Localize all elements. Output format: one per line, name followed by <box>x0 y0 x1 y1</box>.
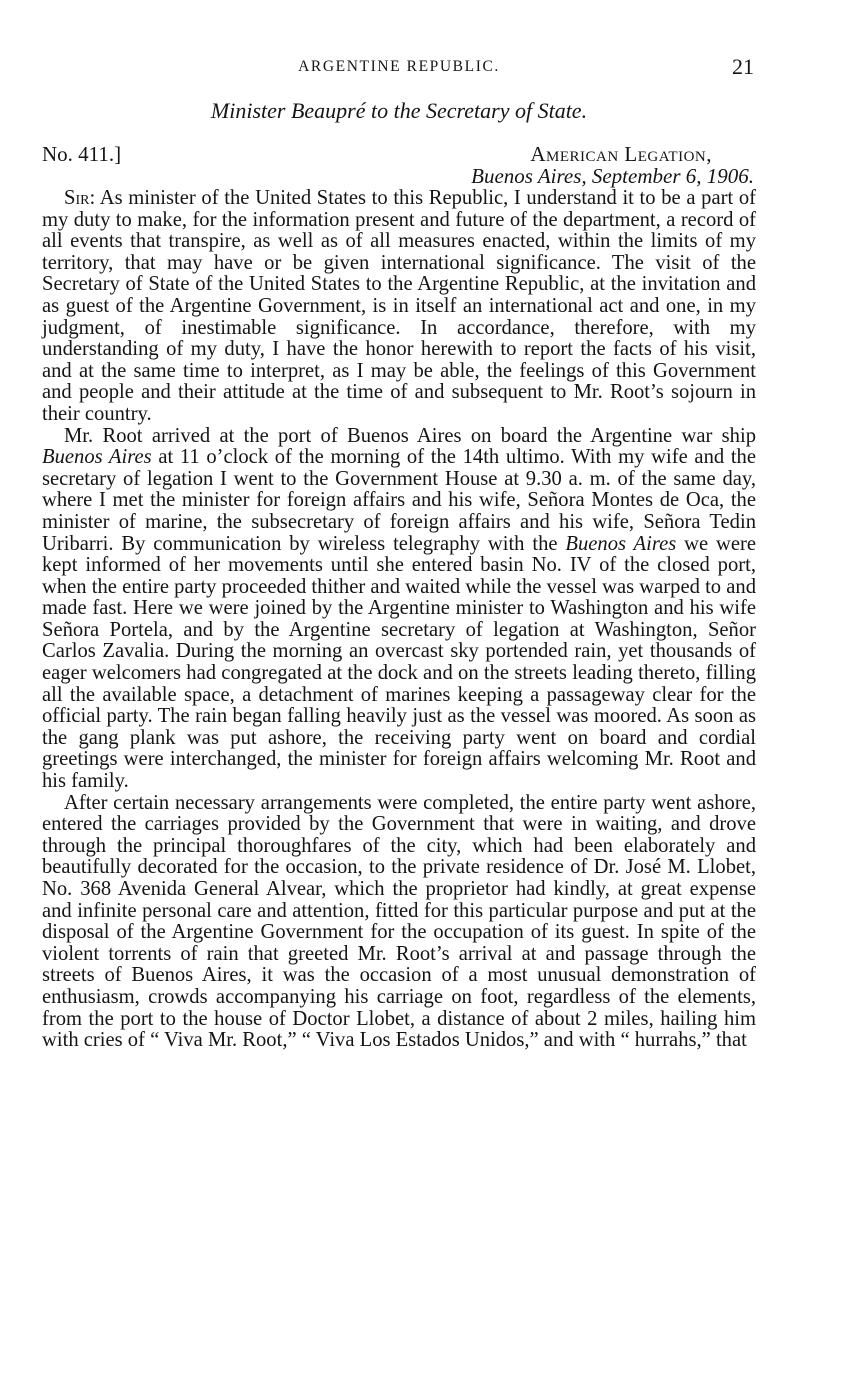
paragraph-2-text-a: Mr. Root arrived at the port of Buenos Aires on board the Argentine war ship <box>64 424 756 447</box>
salutation: Sir: <box>64 187 96 209</box>
document-number: No. 411.] <box>42 142 122 166</box>
ship-name: Buenos Aires <box>42 446 152 469</box>
paragraph-1 <box>42 188 756 426</box>
page-number: 21 <box>732 54 754 79</box>
paragraph-3-text: After certain necessary arrangements were completed, the entire party went ashore, entered the carriages provided by the Government that were in waiting, and drove through the principal thoroughfares of the city, which had been elaborately and beautifully decorated for the occasion, to the private residence of Dr. José M. Llobet, No. 368 Avenida General Alvear, which the proprietor had kindly, at great expense and infinite personal care and attention, fitted for this particular purpose and put at the disposal of the Argentine Government for the occupation of its guest. In spite of the violent torrents of rain that greeted Mr. Root’s arrival at and passage through the streets of Buenos Aires, it was the occasion of a most unusual demonstration of enthusiasm, crowds accompanying his carriage on foot, regardless of the elements, from the port to the house of Doctor Llobet, a distance of about 2 miles, hailing him with cries of “ Viva Mr. Root,” “ Viva Los Estados Unidos,” and with “ hurrahs,” that <box>42 791 756 1052</box>
legation-name: American Legation, <box>530 142 712 166</box>
document-page <box>42 54 756 1052</box>
running-header <box>42 54 756 84</box>
paragraph-3 <box>42 793 756 1052</box>
letter-heading: Minister Beaupré to the Secretary of State. <box>210 98 588 123</box>
letter-body <box>42 188 756 1052</box>
running-title: ARGENTINE REPUBLIC. <box>298 58 500 75</box>
paragraph-1-text: As minister of the United States to this Republic, I understand it to be a part of my duty to make, for the information present and future of the department, a record of all events that transpire, as well as of all measures enacted, within the limits of my territory, that may have or be given international significance. The visit of the Secretary of State of the United States to the Argentine Republic, at the invitation and as guest of the Argentine Government, is in itself an international act and one, in my judgment, of inestimable significance. In accordance, therefore, with my understanding of my duty, I have the honor herewith to report the facts of his visit, and at the same time to interpret, as I may be able, the feelings of this Government and people and their attitude at the time of and subsequent to Mr. Root’s sojourn in their country. <box>42 187 756 425</box>
paragraph-2 <box>42 426 756 793</box>
dateline <box>42 142 756 188</box>
place-and-date: Buenos Aires, September 6, 1906. <box>471 164 754 188</box>
paragraph-2-text-c: we were kept informed of her movements until she entered basin No. IV of the closed port, when the entire party proceeded thither and waited while the vessel was warped to and made fast. Here we were joined by the Argentine minister to Washington and his wife Señora Portela, and by the Argentine secretary of legation at Washington, Señor Carlos Zavalia. During the morning an overcast sky portended rain, yet thousands of eager welcomers had congregated at the dock and on the streets leading thereto, filling all the available space, a detachment of marines keeping a passageway clear for the official party. The rain began falling heavily just as the vessel was moored. As soon as the gang plank was put ashore, the receiving party went on board and cordial greetings were interchanged, the minister for foreign affairs welcoming Mr. Root and his family. <box>42 532 757 793</box>
paragraph-2-text-b: at 11 o’clock of the morning of the 14th ultimo. With my wife and the secretary of legation I went to the Government House at 9.30 a. m. of the same day, where I met the minister for foreign affairs and his wife, Señora Montes de Oca, the minister of marine, the subsecretary of foreign affairs and his wife, Señora Tedin Uribarri. By communication by wireless telegraphy with the <box>42 446 756 555</box>
ship-name: Buenos Aires <box>565 532 677 555</box>
